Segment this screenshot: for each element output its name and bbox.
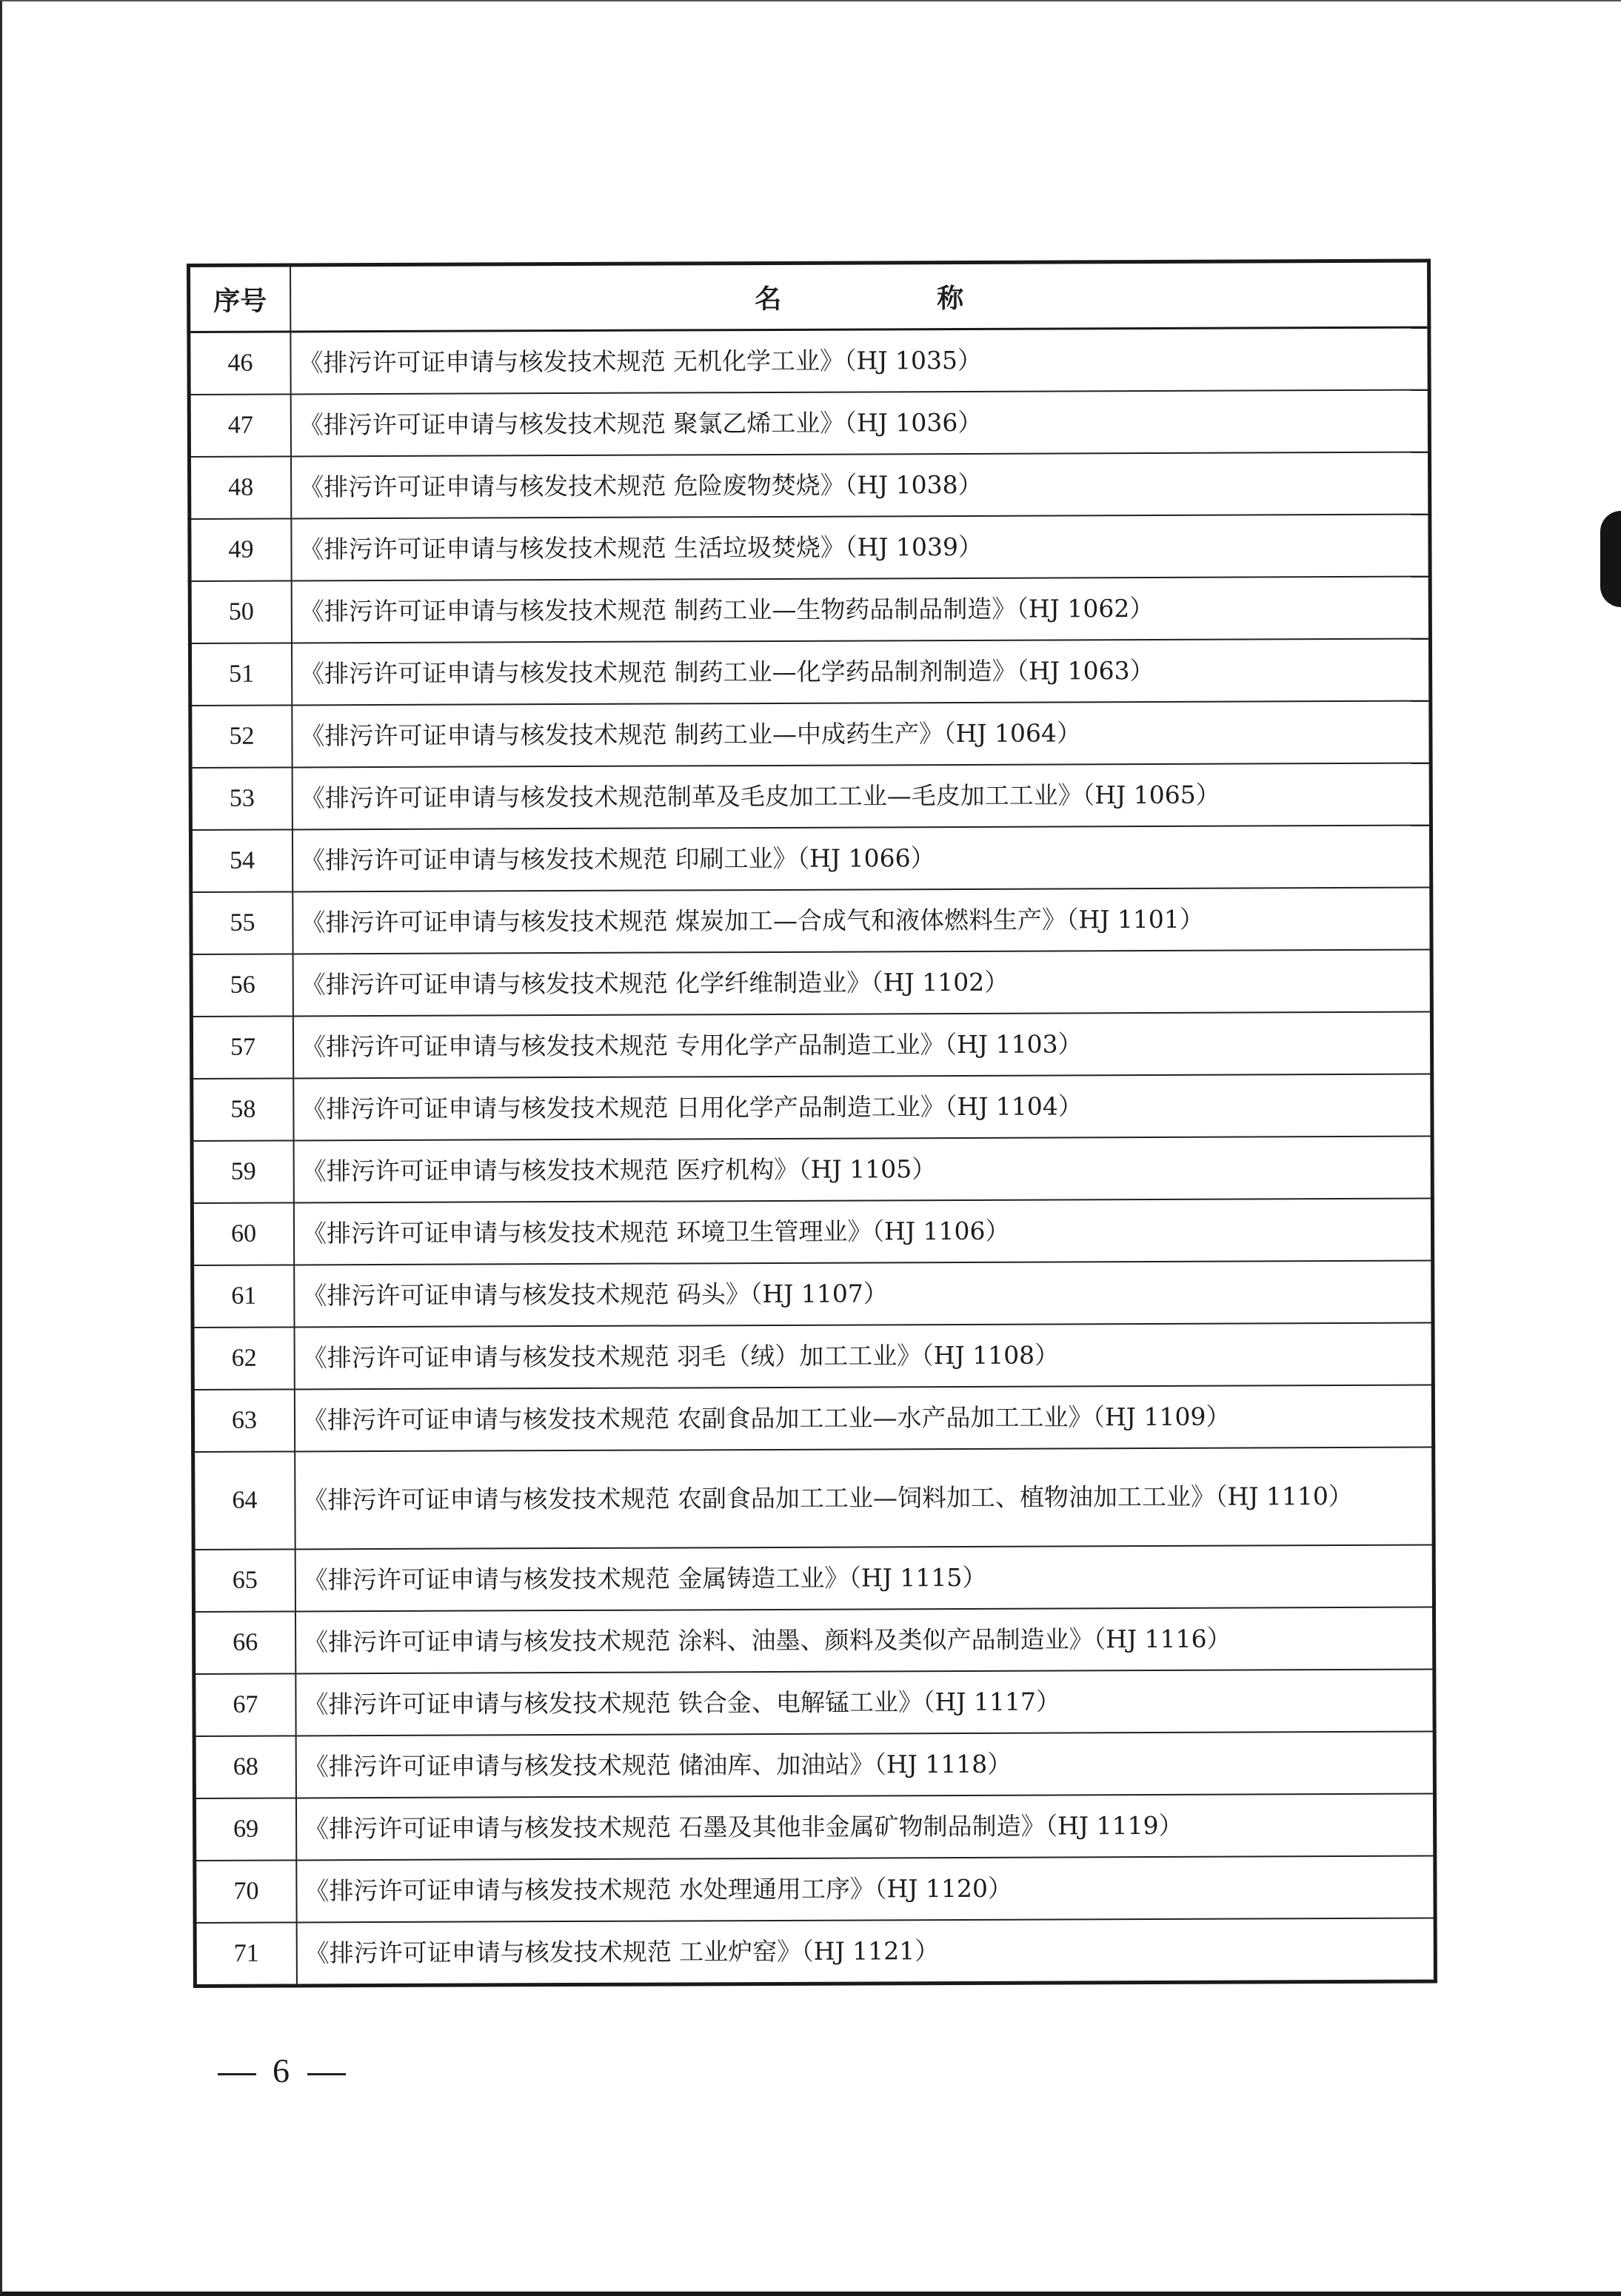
table-row	[191, 888, 1431, 954]
row-serial-number: 46	[189, 332, 291, 395]
table-row	[193, 1385, 1433, 1452]
row-serial-number: 68	[194, 1736, 296, 1798]
row-standard-name: 《排污许可证申请与核发技术规范 化学纤维制造业》（HJ 1102）	[293, 950, 1432, 1017]
row-serial-number: 64	[193, 1451, 295, 1550]
row-serial-number: 70	[195, 1860, 297, 1923]
row-standard-name: 《排污许可证申请与核发技术规范 印刷工业》（HJ 1066）	[293, 826, 1431, 892]
table-row	[190, 639, 1430, 706]
row-serial-number: 48	[190, 456, 292, 519]
row-serial-number: 57	[191, 1016, 293, 1079]
table-row	[195, 1918, 1435, 1987]
row-serial-number: 69	[194, 1798, 296, 1861]
row-standard-name: 《排污许可证申请与核发技术规范 石墨及其他非金属矿物制品制造》（HJ 1119）	[296, 1794, 1435, 1861]
row-serial-number: 56	[191, 954, 293, 1017]
table-row	[190, 826, 1431, 892]
standards-table	[187, 259, 1437, 1988]
page-number-right-dash	[307, 2073, 346, 2075]
row-standard-name: 《排污许可证申请与核发技术规范 医疗机构》（HJ 1105）	[294, 1137, 1433, 1203]
table-row	[193, 1545, 1434, 1612]
header-serial-number: 序号	[189, 265, 291, 332]
row-standard-name: 《排污许可证申请与核发技术规范 铁合金、电解锰工业》（HJ 1117）	[295, 1670, 1434, 1736]
row-standard-name: 《排污许可证申请与核发技术规范 专用化学产品制造工业》（HJ 1103）	[293, 1012, 1432, 1079]
table-row	[193, 1607, 1434, 1674]
table-header-row	[189, 261, 1429, 332]
row-standard-name: 《排污许可证申请与核发技术规范 水处理通用工序》（HJ 1120）	[296, 1856, 1435, 1923]
row-standard-name: 《排污许可证申请与核发技术规范 农副食品加工工业—水产品加工工业》（HJ 1109）	[295, 1385, 1434, 1452]
row-standard-name: 《排污许可证申请与核发技术规范 生活垃圾焚烧》（HJ 1039）	[291, 515, 1430, 581]
table-body	[189, 327, 1436, 1986]
row-standard-name: 《排污许可证申请与核发技术规范 金属铸造工业》（HJ 1115）	[295, 1545, 1434, 1612]
row-serial-number: 71	[195, 1922, 297, 1986]
row-serial-number: 47	[189, 394, 291, 457]
row-serial-number: 63	[193, 1389, 295, 1452]
row-standard-name: 《排污许可证申请与核发技术规范 码头》（HJ 1107）	[294, 1261, 1433, 1328]
row-standard-name: 《排污许可证申请与核发技术规范 制药工业—生物药品制品制造》（HJ 1062）	[292, 577, 1431, 643]
row-serial-number: 58	[192, 1078, 294, 1141]
row-serial-number: 50	[190, 580, 292, 643]
table-row	[191, 1012, 1431, 1079]
row-serial-number: 53	[190, 767, 293, 830]
table-row	[193, 1261, 1433, 1328]
table-row	[194, 1670, 1434, 1736]
page-number-left-dash	[218, 2073, 256, 2075]
table-row	[192, 1199, 1432, 1265]
row-serial-number: 51	[190, 643, 292, 706]
table-row	[192, 1074, 1432, 1141]
row-serial-number: 62	[193, 1327, 295, 1390]
row-standard-name: 《排污许可证申请与核发技术规范 聚氯乙烯工业》（HJ 1036）	[291, 390, 1430, 457]
table-row	[193, 1447, 1434, 1550]
binder-hole-mark	[1600, 511, 1621, 607]
row-serial-number: 66	[193, 1611, 295, 1674]
header-name-right: 称	[937, 283, 964, 314]
row-standard-name: 《排污许可证申请与核发技术规范 日用化学产品制造工业》（HJ 1104）	[293, 1074, 1432, 1141]
row-serial-number: 52	[190, 705, 293, 768]
table-row	[190, 701, 1431, 768]
row-standard-name: 《排污许可证申请与核发技术规范 羽毛（绒）加工工业》（HJ 1108）	[295, 1323, 1434, 1390]
header-name-left: 名	[755, 284, 782, 315]
row-standard-name: 《排污许可证申请与核发技术规范 危险废物焚烧》（HJ 1038）	[291, 452, 1430, 519]
table-row	[194, 1794, 1434, 1861]
row-standard-name: 《排污许可证申请与核发技术规范 工业炉窑》（HJ 1121）	[297, 1918, 1436, 1986]
page-number	[201, 2051, 362, 2090]
row-standard-name: 《排污许可证申请与核发技术规范 制药工业—化学药品制剂制造》（HJ 1063）	[292, 639, 1431, 706]
row-serial-number: 59	[192, 1140, 294, 1203]
row-serial-number: 60	[192, 1202, 294, 1265]
row-standard-name: 《排污许可证申请与核发技术规范制革及毛皮加工工业—毛皮加工工业》（HJ 1065）	[293, 763, 1431, 830]
row-serial-number: 65	[193, 1549, 295, 1612]
row-serial-number: 54	[190, 829, 293, 892]
table-row	[190, 763, 1431, 830]
row-serial-number: 67	[194, 1673, 296, 1736]
row-standard-name: 《排污许可证申请与核发技术规范 涂料、油墨、颜料及类似产品制造业》（HJ 1116）	[295, 1607, 1434, 1674]
header-name	[290, 261, 1429, 332]
table-row	[190, 452, 1430, 519]
table-row	[190, 577, 1430, 643]
row-serial-number: 49	[190, 518, 292, 581]
row-standard-name: 《排污许可证申请与核发技术规范 无机化学工业》（HJ 1035）	[290, 327, 1429, 394]
page-number-value: 6	[273, 2052, 291, 2089]
table-row	[190, 515, 1430, 581]
row-standard-name: 《排污许可证申请与核发技术规范 储油库、加油站》（HJ 1118）	[296, 1732, 1435, 1798]
table-row	[191, 950, 1431, 1017]
row-standard-name: 《排污许可证申请与核发技术规范 环境卫生管理业》（HJ 1106）	[294, 1199, 1433, 1265]
row-serial-number: 55	[191, 891, 293, 954]
table-row	[189, 390, 1429, 457]
row-standard-name: 《排污许可证申请与核发技术规范 制药工业—中成药生产》（HJ 1064）	[292, 701, 1431, 768]
table-row	[189, 327, 1429, 395]
row-standard-name: 《排污许可证申请与核发技术规范 煤炭加工—合成气和液体燃料生产》（HJ 1101）	[293, 888, 1431, 954]
table-row	[194, 1732, 1434, 1798]
table-row	[195, 1856, 1435, 1923]
table-row	[193, 1323, 1433, 1390]
row-serial-number: 61	[193, 1265, 295, 1328]
row-standard-name: 《排污许可证申请与核发技术规范 农副食品加工工业—饲料加工、植物油加工工业》（HJ 1110）	[295, 1447, 1434, 1550]
table-row	[192, 1137, 1432, 1203]
